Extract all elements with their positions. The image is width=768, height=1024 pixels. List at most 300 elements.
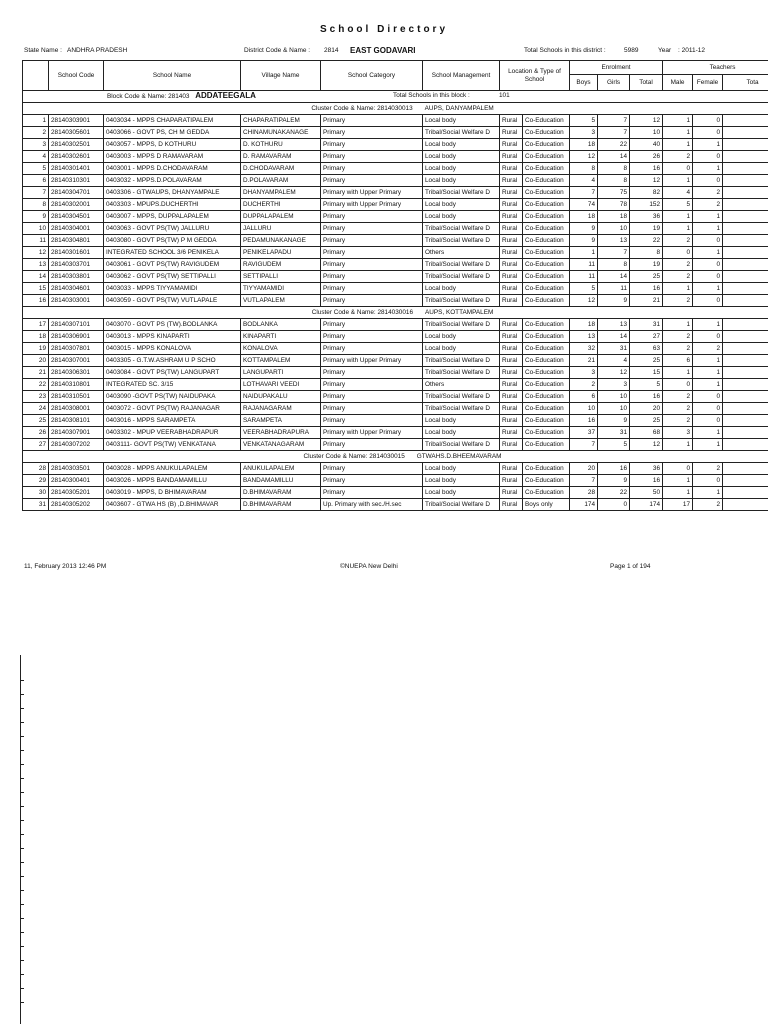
total-cell: 21 — [630, 295, 663, 307]
school-category-cell: Primary — [321, 343, 423, 355]
location-cell: Rural — [500, 343, 523, 355]
serial-cell: 6 — [23, 175, 49, 187]
teachers-total-cell — [723, 247, 768, 259]
boys-cell: 12 — [570, 295, 598, 307]
cluster-name: AUPS, KOTTAMPALEM — [425, 308, 494, 316]
village-name-header: Village Name — [241, 61, 321, 91]
total-cell: 12 — [630, 175, 663, 187]
location-cell: Rural — [500, 259, 523, 271]
school-type-cell: Co-Education — [523, 403, 570, 415]
school-type-cell: Co-Education — [523, 115, 570, 127]
location-cell: Rural — [500, 427, 523, 439]
village-name-cell: NAIDUPAKALU — [241, 391, 321, 403]
total-cell: 68 — [630, 427, 663, 439]
teachers-total-cell — [723, 415, 768, 427]
location-cell: Rural — [500, 283, 523, 295]
school-code-cell: 28140306901 — [49, 331, 104, 343]
table-row — [23, 499, 768, 511]
school-management-cell: Tribal/Social Welfare D — [423, 439, 500, 451]
school-category-cell: Primary with Upper Primary — [321, 199, 423, 211]
teachers-total-cell — [723, 487, 768, 499]
school-code-cell: 28140310301 — [49, 175, 104, 187]
serial-cell: 26 — [23, 427, 49, 439]
girls-cell: 14 — [598, 151, 630, 163]
serial-cell: 21 — [23, 367, 49, 379]
male-cell: 0 — [663, 463, 693, 475]
table-row — [23, 187, 768, 199]
side-tick — [20, 778, 24, 779]
female-cell: 0 — [693, 151, 723, 163]
table-row — [23, 391, 768, 403]
school-code-cell: 28140307202 — [49, 439, 104, 451]
side-tick — [20, 680, 24, 681]
side-tick — [20, 862, 24, 863]
cluster-code: 2814030013 — [377, 104, 413, 112]
village-name-cell: RAVIGUDEM — [241, 259, 321, 271]
male-cell: 1 — [663, 223, 693, 235]
year-value: : 2011-12 — [678, 47, 705, 54]
school-management-cell: Local body — [423, 463, 500, 475]
school-category-cell: Primary — [321, 211, 423, 223]
school-category-cell: Primary — [321, 151, 423, 163]
school-name-cell: 0403001 - MPPS D.CHODAVARAM — [104, 163, 241, 175]
total-cell: 20 — [630, 403, 663, 415]
female-cell: 2 — [693, 199, 723, 211]
school-type-cell: Co-Education — [523, 139, 570, 151]
school-management-cell: Local body — [423, 427, 500, 439]
block-total-value: 101 — [499, 92, 510, 99]
male-cell: 1 — [663, 175, 693, 187]
location-cell: Rural — [500, 415, 523, 427]
enrolment-header: Enrolment — [570, 61, 663, 75]
school-code-cell: 28140302601 — [49, 151, 104, 163]
boys-cell: 3 — [570, 367, 598, 379]
school-name-cell: 0403080 - GOVT PS(TW) P M GEDDA — [104, 235, 241, 247]
school-type-cell: Co-Education — [523, 187, 570, 199]
location-cell: Rural — [500, 367, 523, 379]
school-management-cell: Local body — [423, 343, 500, 355]
school-type-cell: Co-Education — [523, 199, 570, 211]
girls-cell: 10 — [598, 223, 630, 235]
male-cell: 1 — [663, 439, 693, 451]
school-code-cell: 28140303501 — [49, 463, 104, 475]
school-name-cell: 0403019 - MPPS, D BHIMAVARAM — [104, 487, 241, 499]
total-cell: 82 — [630, 187, 663, 199]
village-name-cell: JALLURU — [241, 223, 321, 235]
village-name-cell: D. RAMAVARAM — [241, 151, 321, 163]
teachers-total-cell — [723, 223, 768, 235]
total-cell: 174 — [630, 499, 663, 511]
female-cell: 0 — [693, 403, 723, 415]
serial-cell: 16 — [23, 295, 49, 307]
school-type-cell: Co-Education — [523, 163, 570, 175]
school-name-cell: 0403062 - GOVT PS(TW) SETTIPALLI — [104, 271, 241, 283]
female-cell: 0 — [693, 259, 723, 271]
teachers-total-cell — [723, 391, 768, 403]
male-cell: 2 — [663, 415, 693, 427]
school-type-cell: Co-Education — [523, 283, 570, 295]
total-cell: 36 — [630, 463, 663, 475]
teachers-total-cell — [723, 235, 768, 247]
school-type-cell: Co-Education — [523, 211, 570, 223]
boys-cell: 18 — [570, 319, 598, 331]
block-code: 281403 — [168, 93, 190, 100]
male-cell: 1 — [663, 319, 693, 331]
village-name-cell: KOTTAMPALEM — [241, 355, 321, 367]
total-schools-label: Total Schools in this district : — [524, 47, 606, 54]
village-name-cell: DUCHERTHI — [241, 199, 321, 211]
girls-cell: 10 — [598, 391, 630, 403]
cluster-code: 2814030016 — [377, 308, 413, 316]
boys-cell: 32 — [570, 343, 598, 355]
page-footer — [0, 563, 768, 573]
table-row — [23, 331, 768, 343]
table-row — [23, 247, 768, 259]
school-category-cell: Primary — [321, 115, 423, 127]
serial-cell: 28 — [23, 463, 49, 475]
side-tick — [20, 918, 24, 919]
school-category-cell: Primary — [321, 367, 423, 379]
serial-cell: 10 — [23, 223, 49, 235]
table-row — [23, 235, 768, 247]
location-cell: Rural — [500, 475, 523, 487]
total-cell: 50 — [630, 487, 663, 499]
girls-cell: 3 — [598, 379, 630, 391]
female-cell: 1 — [693, 427, 723, 439]
school-code-cell: 28140302501 — [49, 139, 104, 151]
school-name-cell: 0403026 - MPPS BANDAMAMILLU — [104, 475, 241, 487]
girls-cell: 14 — [598, 271, 630, 283]
cluster-row — [23, 307, 768, 319]
female-cell: 1 — [693, 355, 723, 367]
table-row — [23, 127, 768, 139]
school-management-cell: Local body — [423, 475, 500, 487]
boys-cell: 28 — [570, 487, 598, 499]
village-name-cell: D.BHIMAVARAM — [241, 499, 321, 511]
school-code-cell: 28140306301 — [49, 367, 104, 379]
village-name-cell: ANUKULAPALEM — [241, 463, 321, 475]
teachers-total-cell — [723, 343, 768, 355]
school-management-cell: Tribal/Social Welfare D — [423, 127, 500, 139]
boys-cell: 11 — [570, 259, 598, 271]
school-category-cell: Primary — [321, 235, 423, 247]
school-name-cell: 0403607 - GTWA HS (B) ,D.BHIMAVAR — [104, 499, 241, 511]
table-row — [23, 271, 768, 283]
boys-cell: 3 — [570, 127, 598, 139]
female-cell: 0 — [693, 295, 723, 307]
school-management-cell: Tribal/Social Welfare D — [423, 271, 500, 283]
location-cell: Rural — [500, 439, 523, 451]
school-management-header: School Management — [423, 61, 500, 91]
total-cell: 16 — [630, 475, 663, 487]
serial-cell: 20 — [23, 355, 49, 367]
serial-cell: 12 — [23, 247, 49, 259]
village-name-cell: PENIKELAPADU — [241, 247, 321, 259]
girls-cell: 7 — [598, 115, 630, 127]
male-cell: 2 — [663, 403, 693, 415]
female-cell: 1 — [693, 367, 723, 379]
village-name-cell: D. KOTHURU — [241, 139, 321, 151]
village-name-cell: D.POLAVARAM — [241, 175, 321, 187]
female-cell: 2 — [693, 499, 723, 511]
total-cell: 8 — [630, 247, 663, 259]
teachers-total-cell — [723, 367, 768, 379]
female-cell: 1 — [693, 283, 723, 295]
table-row — [23, 319, 768, 331]
teachers-total-cell — [723, 175, 768, 187]
school-name-cell: 0403016 - MPPS SARAMPETA — [104, 415, 241, 427]
school-name-cell: INTEGRATED SC. 3/15 — [104, 379, 241, 391]
school-management-cell: Tribal/Social Welfare D — [423, 259, 500, 271]
school-name-cell: 0403070 - GOVT PS (TW).BODLANKA — [104, 319, 241, 331]
side-tick — [20, 904, 24, 905]
school-type-cell: Co-Education — [523, 379, 570, 391]
teachers-total-cell — [723, 115, 768, 127]
total-cell: 12 — [630, 439, 663, 451]
total-cell: 25 — [630, 355, 663, 367]
school-management-cell: Local body — [423, 331, 500, 343]
school-name-cell: 0403090 -GOVT PS(TW) NAIDUPAKA — [104, 391, 241, 403]
location-cell: Rural — [500, 199, 523, 211]
school-code-header: School Code — [49, 61, 104, 91]
location-cell: Rural — [500, 139, 523, 151]
teachers-header: Teachers — [663, 61, 768, 75]
table-row — [23, 283, 768, 295]
side-tick — [20, 708, 24, 709]
school-management-cell: Local body — [423, 415, 500, 427]
school-type-cell: Co-Education — [523, 319, 570, 331]
school-name-cell: 0403306 - GTWAUPS, DHANYAMPALE — [104, 187, 241, 199]
female-cell: 0 — [693, 235, 723, 247]
school-type-cell: Co-Education — [523, 391, 570, 403]
school-name-cell: 0403305 - G.T.W.ASHRAM U P SCHO — [104, 355, 241, 367]
school-type-cell: Co-Education — [523, 475, 570, 487]
total-cell: 26 — [630, 151, 663, 163]
total-cell: 16 — [630, 283, 663, 295]
school-code-cell: 28140304001 — [49, 223, 104, 235]
female-cell: 0 — [693, 415, 723, 427]
school-code-cell: 28140301401 — [49, 163, 104, 175]
location-cell: Rural — [500, 295, 523, 307]
village-name-cell: SARAMPETA — [241, 415, 321, 427]
boys-cell: 20 — [570, 463, 598, 475]
total-cell: 10 — [630, 127, 663, 139]
girls-cell: 22 — [598, 139, 630, 151]
school-type-cell: Co-Education — [523, 343, 570, 355]
table-row — [23, 139, 768, 151]
village-name-cell: VENKATANAGARAM — [241, 439, 321, 451]
teachers-total-cell — [723, 151, 768, 163]
school-category-cell: Primary with Upper Primary — [321, 187, 423, 199]
girls-header: Girls — [598, 75, 630, 91]
total-cell: 152 — [630, 199, 663, 211]
school-type-cell: Co-Education — [523, 427, 570, 439]
village-name-cell: TIYYAMAMIDI — [241, 283, 321, 295]
school-management-cell: Tribal/Social Welfare D — [423, 187, 500, 199]
page-title: School Directory — [319, 24, 449, 35]
serial-cell: 4 — [23, 151, 49, 163]
male-cell: 2 — [663, 331, 693, 343]
male-cell: 2 — [663, 151, 693, 163]
girls-cell: 9 — [598, 475, 630, 487]
serial-cell: 14 — [23, 271, 49, 283]
total-cell: 36 — [630, 211, 663, 223]
boys-cell: 5 — [570, 115, 598, 127]
serial-cell: 17 — [23, 319, 49, 331]
serial-cell: 3 — [23, 139, 49, 151]
school-code-cell: 28140304501 — [49, 211, 104, 223]
school-management-cell: Local body — [423, 175, 500, 187]
location-cell: Rural — [500, 463, 523, 475]
teachers-total-cell — [723, 139, 768, 151]
male-cell: 2 — [663, 271, 693, 283]
block-name: ADDATEEGALA — [195, 91, 256, 100]
table-row — [23, 295, 768, 307]
girls-cell: 18 — [598, 211, 630, 223]
school-category-cell: Primary — [321, 247, 423, 259]
school-directory-table — [22, 60, 768, 511]
total-header: Total — [630, 75, 663, 91]
village-name-cell: PEDAMUNAKANAGE — [241, 235, 321, 247]
school-category-cell: Primary — [321, 463, 423, 475]
total-cell: 40 — [630, 139, 663, 151]
girls-cell: 16 — [598, 463, 630, 475]
school-management-cell: Local body — [423, 487, 500, 499]
village-name-cell: BODLANKA — [241, 319, 321, 331]
serial-cell: 27 — [23, 439, 49, 451]
school-type-cell: Co-Education — [523, 235, 570, 247]
male-cell: 2 — [663, 391, 693, 403]
location-cell: Rural — [500, 163, 523, 175]
school-code-cell: 28140302001 — [49, 199, 104, 211]
side-tick — [20, 764, 24, 765]
school-name-cell: 0403302 - MPUP VEERABHADRAPUR — [104, 427, 241, 439]
school-management-cell: Tribal/Social Welfare D — [423, 367, 500, 379]
school-management-cell: Local body — [423, 151, 500, 163]
block-label: Block Code & Name: — [107, 93, 167, 100]
school-category-cell: Primary — [321, 403, 423, 415]
serial-cell: 31 — [23, 499, 49, 511]
school-management-cell: Local body — [423, 163, 500, 175]
boys-cell: 18 — [570, 139, 598, 151]
female-cell: 1 — [693, 487, 723, 499]
total-cell: 16 — [630, 163, 663, 175]
school-name-cell: 0403013 - MPPS KINAPARTI — [104, 331, 241, 343]
table-row — [23, 211, 768, 223]
male-cell: 4 — [663, 187, 693, 199]
boys-cell: 37 — [570, 427, 598, 439]
female-cell: 0 — [693, 127, 723, 139]
village-name-cell: VUTLAPALEM — [241, 295, 321, 307]
male-cell: 2 — [663, 295, 693, 307]
teachers-total-cell — [723, 379, 768, 391]
village-name-cell: DHANYAMPALEM — [241, 187, 321, 199]
school-name-cell: 0403015 - MPPS KONALOVA — [104, 343, 241, 355]
school-name-cell: 0403059 - GOVT PS(TW) VUTLAPALE — [104, 295, 241, 307]
school-code-cell: 28140307101 — [49, 319, 104, 331]
school-code-cell: 28140303701 — [49, 259, 104, 271]
male-cell: 1 — [663, 367, 693, 379]
school-category-cell: Primary — [321, 319, 423, 331]
teachers-total-cell — [723, 475, 768, 487]
village-name-cell: KONALOVA — [241, 343, 321, 355]
female-header: Female — [693, 75, 723, 91]
school-code-cell: 28140307901 — [49, 427, 104, 439]
village-name-cell: KINAPARTI — [241, 331, 321, 343]
side-tick — [20, 834, 24, 835]
cluster-label: Cluster Code & Name: — [303, 452, 368, 460]
male-cell: 1 — [663, 475, 693, 487]
total-cell: 22 — [630, 235, 663, 247]
village-name-cell: VEERABHADRAPURA — [241, 427, 321, 439]
year-label: Year — [658, 47, 672, 54]
female-cell: 1 — [693, 247, 723, 259]
school-code-cell: 28140308101 — [49, 415, 104, 427]
teachers-total-cell — [723, 331, 768, 343]
school-type-cell: Co-Education — [523, 259, 570, 271]
village-name-cell: LOTHAVARI VEEDI — [241, 379, 321, 391]
side-tick — [20, 736, 24, 737]
side-tick — [20, 974, 24, 975]
girls-cell: 12 — [598, 367, 630, 379]
serial-cell: 11 — [23, 235, 49, 247]
village-name-cell: SETTIPALLI — [241, 271, 321, 283]
table-row — [23, 199, 768, 211]
female-cell: 1 — [693, 163, 723, 175]
male-cell: 6 — [663, 355, 693, 367]
cluster-row — [23, 451, 768, 463]
female-cell: 1 — [693, 211, 723, 223]
girls-cell: 4 — [598, 355, 630, 367]
school-type-cell: Co-Education — [523, 271, 570, 283]
boys-cell: 18 — [570, 211, 598, 223]
total-cell: 25 — [630, 415, 663, 427]
side-tick — [20, 946, 24, 947]
village-name-cell: CHINAMUNAKANAGE — [241, 127, 321, 139]
total-cell: 63 — [630, 343, 663, 355]
location-cell: Rural — [500, 115, 523, 127]
total-cell: 27 — [630, 331, 663, 343]
school-name-cell: 0403061 - GOVT PS(TW) RAVIGUDEM — [104, 259, 241, 271]
footer-date: 11, February 2013 12:46 PM — [24, 563, 107, 570]
teachers-total-cell — [723, 439, 768, 451]
school-name-cell: 0403034 - MPPS CHAPARATIPALEM — [104, 115, 241, 127]
cluster-label: Cluster Code & Name: — [311, 308, 376, 316]
school-management-cell: Local body — [423, 211, 500, 223]
school-name-cell: 0403111- GOVT PS(TW) VENKATANA — [104, 439, 241, 451]
girls-cell: 8 — [598, 259, 630, 271]
serial-cell: 25 — [23, 415, 49, 427]
cluster-row — [23, 103, 768, 115]
boys-cell: 2 — [570, 379, 598, 391]
school-management-cell: Local body — [423, 115, 500, 127]
serial-cell: 15 — [23, 283, 49, 295]
school-category-header: School Category — [321, 61, 423, 91]
school-code-cell: 28140305201 — [49, 487, 104, 499]
school-management-cell: Tribal/Social Welfare D — [423, 223, 500, 235]
girls-cell: 8 — [598, 175, 630, 187]
school-management-cell: Local body — [423, 199, 500, 211]
location-cell: Rural — [500, 391, 523, 403]
table-row — [23, 163, 768, 175]
side-tick — [20, 806, 24, 807]
female-cell: 0 — [693, 271, 723, 283]
side-tick — [20, 694, 24, 695]
school-category-cell: Primary — [321, 163, 423, 175]
male-cell: 0 — [663, 379, 693, 391]
total-cell: 19 — [630, 259, 663, 271]
school-category-cell: Primary — [321, 475, 423, 487]
